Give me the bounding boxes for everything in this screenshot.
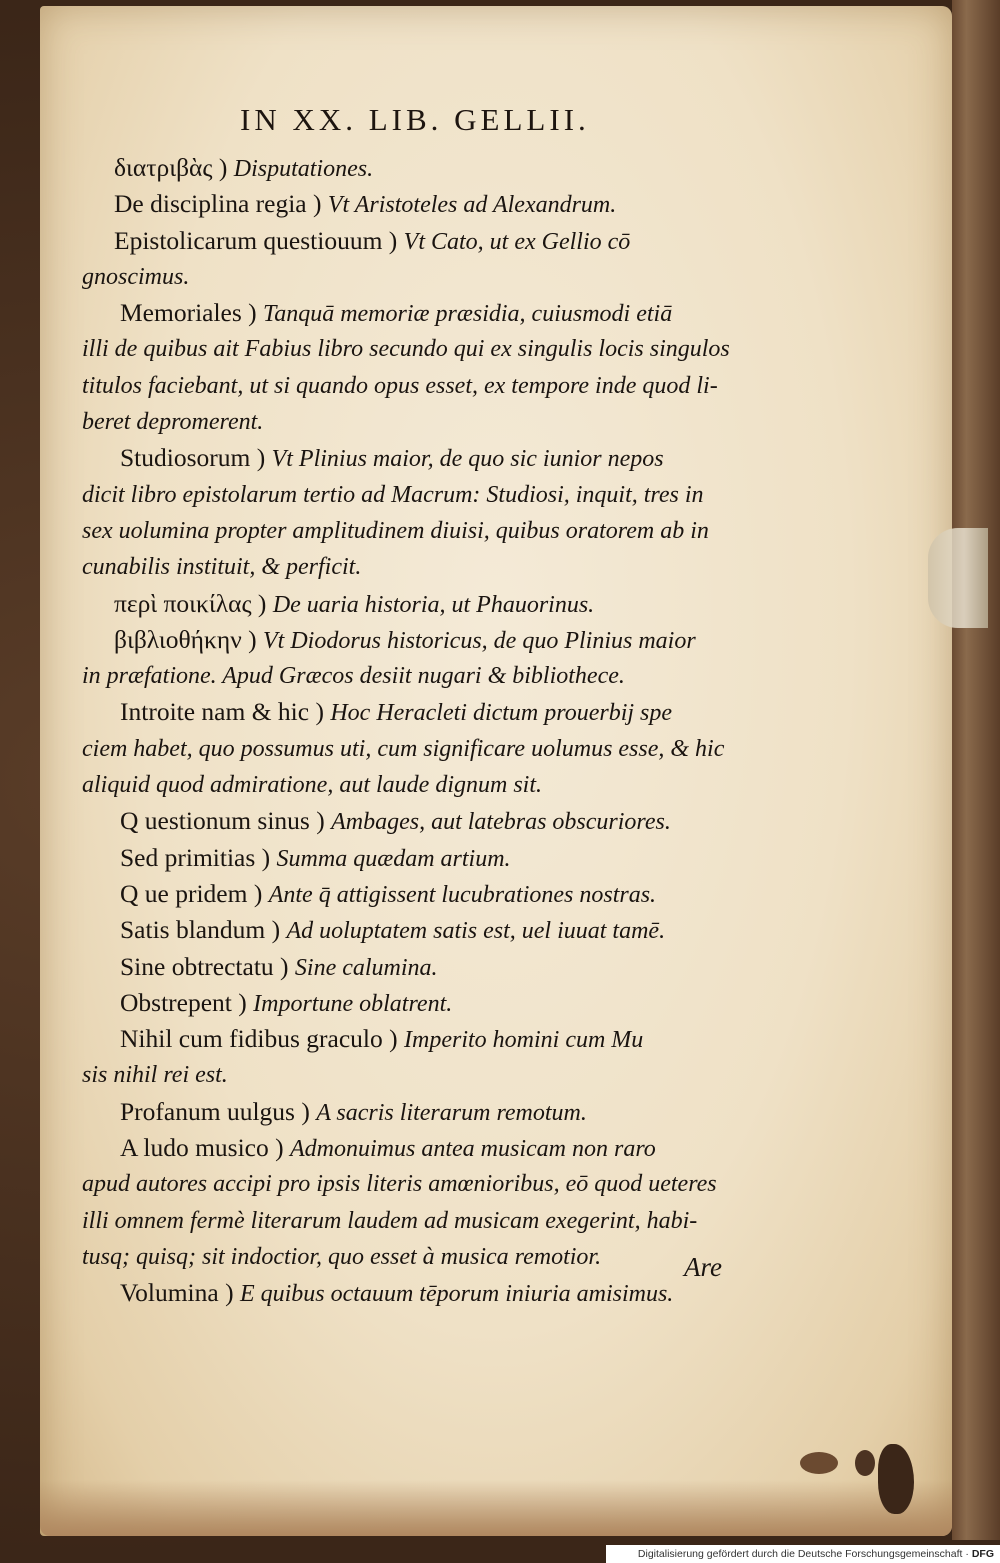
lemma: Satis blandum ) [120, 915, 287, 945]
lemma: A ludo musico ) [120, 1133, 290, 1163]
gloss: A sacris literarum remotum. [316, 1099, 587, 1126]
gloss: Importune oblatrent. [253, 990, 453, 1017]
text-line [82, 150, 742, 186]
text-line [82, 1130, 742, 1166]
text-line [82, 1275, 742, 1311]
gloss: Summa quædam artium. [276, 845, 511, 872]
text-line [82, 949, 742, 985]
gloss: illi omnem fermè literarum laudem ad musicam exegerint, habi- [82, 1207, 698, 1234]
text-line [82, 694, 742, 730]
text-line [82, 368, 742, 404]
lemma: Q ue pridem ) [120, 878, 269, 908]
book-cover-edge [952, 0, 1000, 1540]
gloss: beret depromerent. [82, 409, 264, 436]
gloss: gnoscimus. [82, 263, 190, 290]
lemma: Epistolicarum questiouum ) [114, 225, 404, 255]
text-line [82, 767, 742, 803]
gloss: sis nihil rei est. [82, 1062, 228, 1089]
text-line [82, 586, 742, 622]
gloss: Hoc Heracleti dictum prouerbij spe [330, 700, 673, 727]
lemma: Sine obtrectatu ) [120, 951, 295, 981]
gloss: aliquid quod admiratione, aut laude dignum sit. [82, 772, 542, 799]
gloss: ciem habet, quo possumus uti, cum significare uolumus esse, & hic [82, 735, 725, 762]
catchword: Are [684, 1252, 722, 1282]
text-line [82, 1094, 742, 1130]
lemma: De disciplina regia ) [114, 189, 328, 219]
text-line [82, 259, 742, 295]
gloss: apud autores accipi pro ipsis literis amœnioribus, eō quod ueteres [82, 1171, 717, 1198]
text-line [82, 658, 742, 694]
gloss: tusq; quisq; sit indoctior, quo esset à musica remotior. [82, 1243, 602, 1270]
gloss: Imperito homini cum Mu [404, 1027, 644, 1054]
gloss: Sine calumina. [294, 954, 438, 981]
text-line [82, 731, 742, 767]
text-line [82, 622, 742, 658]
gloss: Tanquā memoriæ præsidia, cuiusmodi etiā [263, 301, 673, 328]
page-stain [800, 1452, 838, 1474]
lemma: Memoriales ) [120, 298, 264, 328]
lemma: Q uestionum sinus ) [120, 806, 332, 836]
gloss: Vt Cato, ut ex Gellio cō [403, 228, 631, 255]
gloss: cunabilis instituit, & perficit. [82, 554, 362, 581]
text-body [82, 150, 742, 1312]
text-line [82, 477, 742, 513]
page-bottom-shadow [40, 1480, 952, 1536]
gloss: sex uolumina propter amplitudinem diuisi, quibus oratorem ab in [82, 517, 709, 544]
gloss: in præfatione. Apud Græcos desiit nugari & bibliothece. [82, 663, 625, 690]
text-line [82, 985, 742, 1021]
running-head: IN XX. LIB. GELLII. [240, 102, 590, 137]
lemma: Obstrepent ) [120, 987, 254, 1017]
gloss: Ante q̄ attigissent lucubrationes nostras. [268, 881, 657, 908]
lemma: Introite nam & hic ) [120, 697, 331, 727]
text-line [82, 1203, 742, 1239]
gloss: Vt Plinius maior, de quo sic iunior nepos [271, 446, 664, 473]
gloss: dicit libro epistolarum tertio ad Macrum: Studiosi, inquit, tres in [82, 481, 704, 508]
text-line [82, 1057, 742, 1093]
gloss: Ad uoluptatem satis est, uel iuuat tamē. [286, 918, 666, 945]
gloss: Admonuimus antea musicam non raro [290, 1136, 656, 1163]
gloss: De uaria historia, ut Phauorinus. [272, 591, 595, 618]
dfg-logo: DFG [971, 1548, 994, 1560]
text-line [82, 912, 742, 948]
text-line [82, 331, 742, 367]
text-line [82, 840, 742, 876]
page-clasp [928, 528, 988, 628]
gloss: Disputationes. [233, 156, 374, 182]
text-line [82, 404, 742, 440]
gloss: illi de quibus ait Fabius libro secundo qui ex singulis locis singulos [82, 336, 730, 363]
text-line [82, 223, 742, 259]
footer-text: Digitalisierung gefördert durch die Deutsche Forschungsgemeinschaft · [637, 1548, 969, 1560]
lemma: Nihil cum fidibus graculo ) [120, 1024, 404, 1054]
gloss: E quibus octauum tēporum iniuria amisimus. [239, 1281, 674, 1308]
lemma: διατριβὰς ) [114, 153, 234, 182]
text-line [82, 295, 742, 331]
lemma: βιβλιοθήκην ) [114, 624, 263, 654]
lemma: Studiosorum ) [120, 443, 272, 473]
text-line [82, 1239, 742, 1275]
text-line [82, 440, 742, 476]
lemma: Volumina ) [120, 1278, 240, 1308]
footer-credit [606, 1545, 1000, 1563]
page-stain [855, 1450, 875, 1476]
text-line [82, 803, 742, 839]
text-line [82, 186, 742, 222]
gloss: Ambages, aut latebras obscuriores. [331, 809, 671, 836]
lemma: Sed primitias ) [120, 842, 277, 872]
lemma: περὶ ποικίλας ) [114, 588, 273, 618]
text-line [82, 549, 742, 585]
gloss: titulos faciebant, ut si quando opus esset, ex tempore inde quod li- [82, 372, 718, 399]
gloss: Vt Diodorus historicus, de quo Plinius maior [262, 627, 696, 654]
text-line [82, 1021, 742, 1057]
lemma: Profanum uulgus ) [120, 1096, 317, 1126]
text-line [82, 513, 742, 549]
text-line [82, 876, 742, 912]
gloss: Vt Aristoteles ad Alexandrum. [327, 192, 617, 219]
text-line [82, 1166, 742, 1202]
